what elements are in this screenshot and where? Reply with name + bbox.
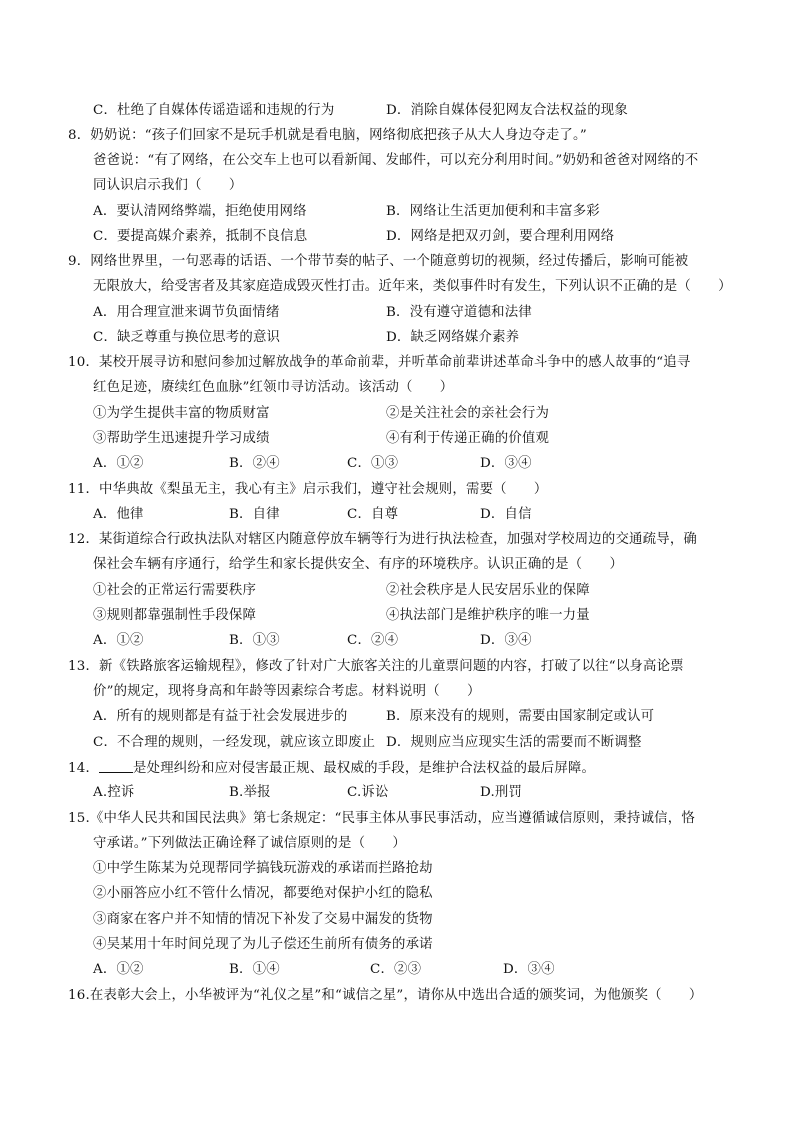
q15-stem-line1: 15.《中华人民共和国民法典》第七条规定：“民事主体从事民事活动，应当遵循诚信原则，秉持诚信，恪 [68, 811, 695, 826]
q13-stem-line2: 价”的规定，现将身高和年龄等因素综合考虑。材料说明（ ） [93, 684, 481, 699]
q9-stem-line1: 9．网络世界里，一句恶毒的话语、一个带节奏的帖子、一个随意剪切的视频，经过传播后，影响可能被 [68, 254, 689, 269]
q15-stem-line2: 守承诺。”下列做法正确诠释了诚信原则的是（ ） [93, 836, 406, 851]
q14-stem-line [68, 758, 595, 779]
q14-option-a: A.控诉 [93, 785, 135, 800]
q14-option-d: D.刑罚 [480, 785, 523, 800]
q10-statement-4: ④有利于传递正确的价值观 [386, 431, 550, 446]
q8-option-d: D．网络是把双刃剑，要合理利用网络 [386, 229, 615, 244]
q13-stem-line1: 13．新《铁路旅客运输规程》，修改了针对广大旅客关注的儿童票问题的内容，打破了以往“以身高论票 [68, 659, 684, 674]
q11-stem: 11．中华典故《梨虽无主，我心有主》启示我们，遵守社会规则，需要（ ） [68, 482, 548, 497]
q12-option-a: A．①② [93, 633, 144, 648]
q15-option-c: C．②③ [370, 962, 422, 977]
q10-option-d: D．③④ [480, 456, 532, 471]
q10-option-a: A．①② [93, 456, 144, 471]
q15-statement-2: ②小丽答应小红不管什么情况，都要绝对保护小红的隐私 [93, 886, 433, 901]
q12-statement-4: ④执法部门是维护秩序的唯一力量 [386, 608, 590, 623]
q7-option-c: C．杜绝了自媒体传谣造谣和违规的行为 [93, 103, 335, 118]
q8-option-a: A．要认清网络弊端，拒绝使用网络 [93, 204, 307, 219]
q15-option-a: A．①② [93, 962, 144, 977]
q12-statement-3: ③规则都靠强制性手段保障 [93, 608, 257, 623]
q12-stem-line2: 保社会车辆有序通行，给学生和家长提供安全、有序的环境秩序。认识正确的是（ ） [93, 557, 624, 572]
q13-option-b: B．原来没有的规则，需要由国家制定或认可 [386, 709, 655, 724]
q11-option-d: D．自信 [480, 507, 532, 522]
q14-option-c: C.诉讼 [347, 785, 389, 800]
q8-option-c: C．要提高媒介素养，抵制不良信息 [93, 229, 308, 244]
q8-stem-line3: 同认识启示我们（ ） [93, 178, 243, 193]
q12-option-d: D．③④ [480, 633, 532, 648]
q13-option-c: C．不合理的规则，一经发现，就应该立即废止 [93, 735, 376, 750]
q14-stem: 是处理纠纷和应对侵害最正规、最权威的手段，是维护合法权益的最后屏障。 [133, 761, 596, 776]
q8-stem-line1: 8．奶奶说：“孩子们回家不是玩手机就是看电脑，网络彻底把孩子从大人身边夺走了。” [68, 128, 587, 143]
q8-stem-line2: 爸爸说：“有了网络，在公交车上也可以看新闻、发邮件，可以充分利用时间。”奶奶和爸爸对网络的不 [93, 153, 699, 168]
q15-option-d: D．③④ [503, 962, 555, 977]
q15-statement-3: ③商家在客户并不知情的情况下补发了交易中漏发的货物 [93, 912, 433, 927]
q15-statement-1: ①中学生陈某为兑现帮同学搞钱玩游戏的承诺而拦路抢劫 [93, 861, 433, 876]
q9-option-d: D．缺乏网络媒介素养 [386, 330, 520, 345]
q12-statement-1: ①社会的正常运行需要秩序 [93, 583, 257, 598]
q10-option-c: C．①③ [347, 456, 399, 471]
q10-stem-line1: 10．某校开展寻访和慰问参加过解放战争的革命前辈，并听革命前辈讲述革命斗争中的感人故事的“追寻 [68, 355, 691, 370]
q7-option-d: D．消除自媒体侵犯网友合法权益的现象 [386, 103, 628, 118]
q12-stem-line1: 12．某街道综合行政执法队对辖区内随意停放车辆等行为进行执法检查，加强对学校周边的交通疏导，确 [68, 532, 698, 547]
q10-stem-line2: 红色足迹，赓续红色血脉”红领巾寻访活动。该活动（ ） [93, 380, 454, 395]
q9-option-b: B．没有遵守道德和法律 [386, 305, 532, 320]
q12-statement-2: ②社会秩序是人民安居乐业的保障 [386, 583, 590, 598]
q16-stem: 16.在表彰大会上，小华被评为“礼仪之星”和“诚信之星”，请你从中选出合适的颁奖词，为他颁奖（ ） [68, 988, 703, 1003]
q9-option-a: A．用合理宣泄来调节负面情绪 [93, 305, 280, 320]
q11-option-b: B．自律 [229, 507, 280, 522]
q10-statement-2: ②是关注社会的亲社会行为 [386, 406, 550, 421]
q11-option-c: C．自尊 [347, 507, 399, 522]
q9-option-c: C．缺乏尊重与换位思考的意识 [93, 330, 281, 345]
q14-option-b: B.举报 [229, 785, 271, 800]
q15-statement-4: ④吴某用十年时间兑现了为儿子偿还生前所有债务的承诺 [93, 937, 433, 952]
q15-option-b: B．①④ [229, 962, 280, 977]
q10-option-b: B．②④ [229, 456, 280, 471]
q8-option-b: B．网络让生活更加便利和丰富多彩 [386, 204, 600, 219]
q10-statement-3: ③帮助学生迅速提升学习成绩 [93, 431, 270, 446]
q13-option-a: A．所有的规则都是有益于社会发展进步的 [93, 709, 348, 724]
q12-option-c: C．②④ [347, 633, 399, 648]
q12-option-b: B．①③ [229, 633, 280, 648]
q11-option-a: A．他律 [93, 507, 144, 522]
q9-stem-line2: 无限放大，给受害者及其家庭造成毁灭性打击。近年来，类似事件时有发生，下列认识不正确的是（ ） [93, 279, 732, 294]
q13-option-d: D．规则应当应现实生活的需要而不断调整 [386, 735, 642, 750]
q14-number: 14． [68, 761, 100, 776]
q14-answer-blank [99, 758, 133, 773]
q10-statement-1: ①为学生提供丰富的物质财富 [93, 406, 270, 421]
